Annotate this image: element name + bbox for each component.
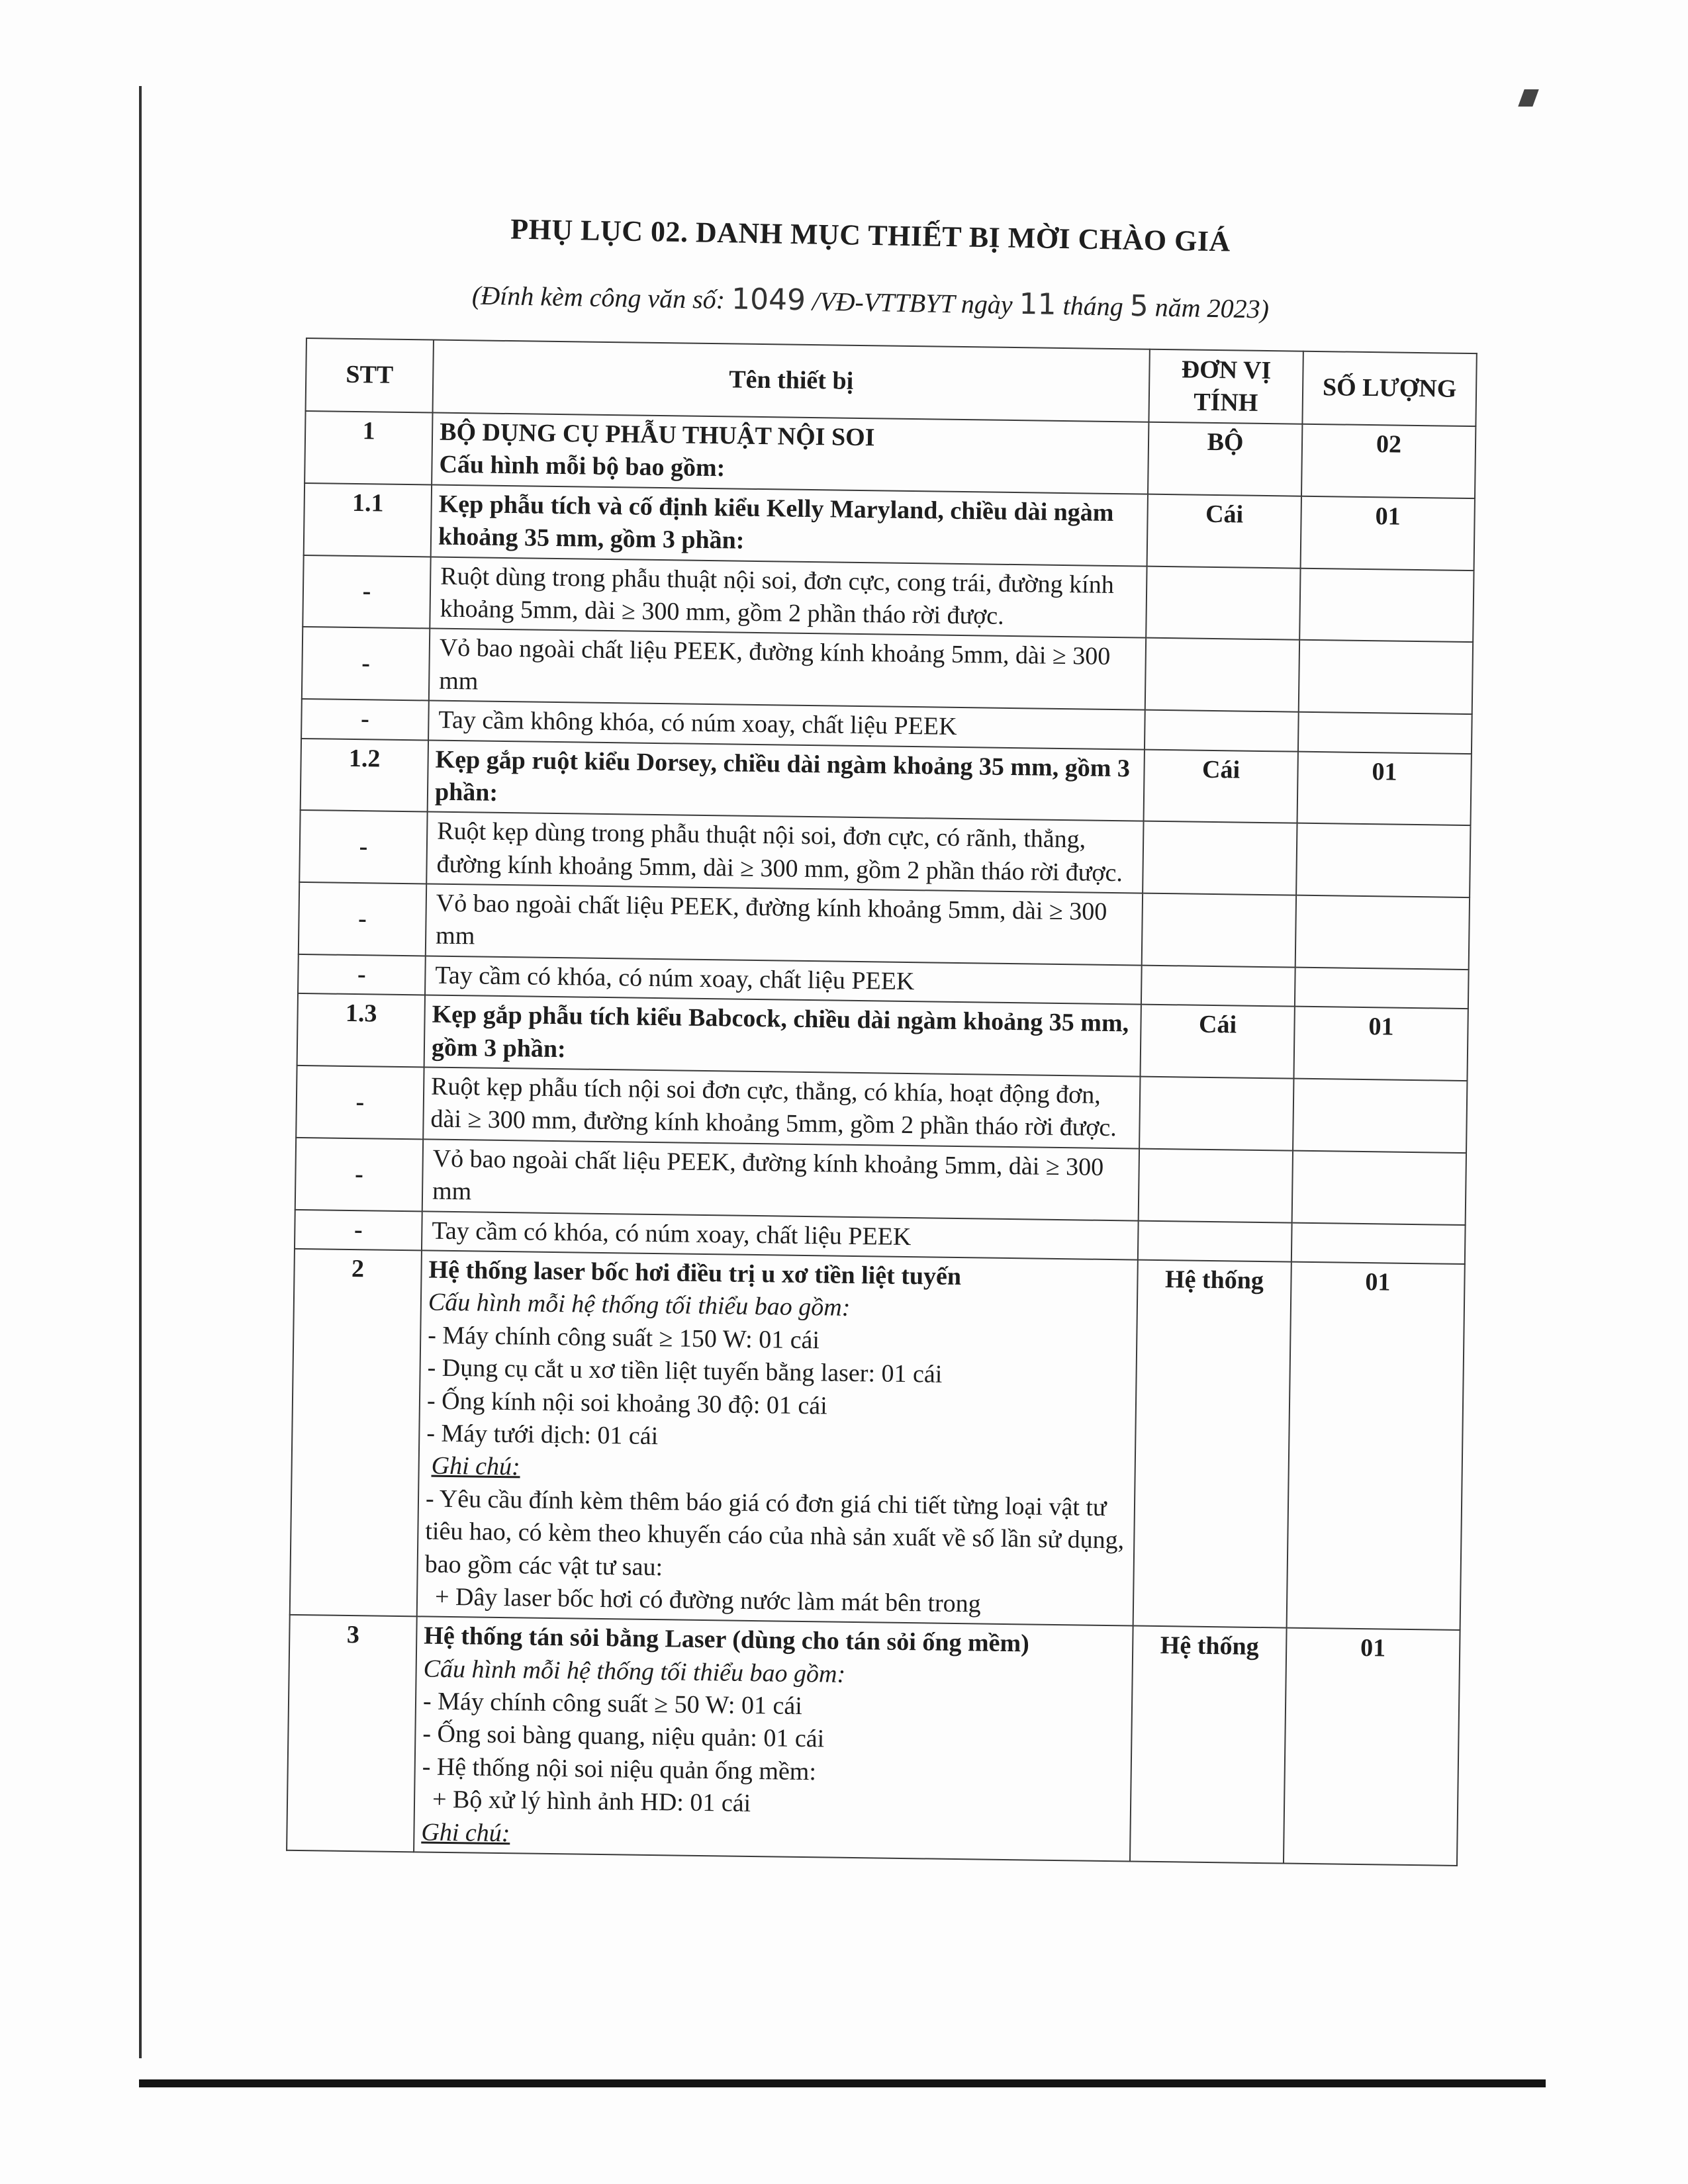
cell-unit: [1138, 1220, 1292, 1261]
cell-unit: Cái: [1140, 1005, 1294, 1079]
cell-unit: Hệ thống: [1133, 1260, 1291, 1628]
system-config: Cấu hình mỗi hệ thống tối thiểu bao gồm:: [428, 1288, 851, 1322]
cell-stt: -: [296, 1066, 424, 1139]
header-unit: ĐƠN VỊ TÍNH: [1149, 349, 1303, 424]
cell-unit: BỘ: [1148, 422, 1302, 496]
scan-edge-mark: [1518, 89, 1538, 107]
subtitle-mid1: /VĐ-VTTBYT ngày: [812, 286, 1013, 320]
cell-qty: [1296, 823, 1470, 897]
cell-qty: [1292, 1150, 1466, 1224]
subtitle-suffix: năm 2023): [1154, 292, 1270, 324]
cell-stt: -: [301, 699, 429, 740]
cell-stt: 1.1: [304, 483, 432, 557]
config-item: - Máy chính công suất ≥ 150 W: 01 cái: [428, 1321, 820, 1355]
cell-qty: 02: [1301, 424, 1476, 498]
cell-qty: [1295, 895, 1470, 970]
cell-name: Ruột kẹp dùng trong phẫu thuật nội soi, đơn cực, có rãnh, thẳng, đường kính khoảng 5mm, dài ≥ 300 mm, gồm 2 phần tháo rời được.: [426, 812, 1143, 893]
config-item: - Ống kính nội soi khoảng 30 độ: 01 cái: [426, 1387, 827, 1420]
cell-stt: 2: [290, 1249, 422, 1617]
header-name: Tên thiết bị: [433, 340, 1150, 422]
cell-stt: 1.2: [301, 738, 428, 811]
cell-unit: [1145, 710, 1299, 751]
cell-qty: [1298, 712, 1472, 754]
cell-stt: -: [298, 954, 426, 995]
cell-name: Kẹp gắp ruột kiểu Dorsey, chiều dài ngàm khoảng 35 mm, gồm 3 phần:: [428, 740, 1145, 821]
table-row: [287, 1615, 1460, 1866]
cell-unit: [1141, 965, 1295, 1006]
cell-unit: [1139, 1077, 1293, 1151]
group-config: Cấu hình mỗi bộ bao gồm:: [439, 451, 726, 482]
cell-qty: 01: [1293, 1007, 1468, 1081]
scan-edge-bottom: [139, 2079, 1546, 2087]
cell-stt: 1: [305, 411, 432, 484]
config-item: - Ống soi bàng quang, niệu quản: 01 cái: [422, 1719, 825, 1753]
cell-unit: [1142, 893, 1296, 968]
cell-qty: 01: [1301, 496, 1475, 570]
cell-unit: [1145, 638, 1299, 712]
cell-unit: Hệ thống: [1130, 1626, 1287, 1864]
handwritten-month: 5: [1129, 289, 1149, 324]
cell-name: Ruột dùng trong phẫu thuật nội soi, đơn cực, cong trái, đường kính khoảng 5mm, dài ≥ 300 mm, gồm 2 phần tháo rời được.: [430, 557, 1147, 638]
cell-stt: 3: [287, 1615, 417, 1852]
handwritten-doc-number: 1049: [731, 282, 806, 318]
cell-name: Ruột kẹp phẫu tích nội soi đơn cực, thẳng, có khía, hoạt động đơn, dài ≥ 300 mm, đường kính khoảng 5mm, gồm 2 phần tháo rời được.: [423, 1067, 1140, 1148]
scan-edge-left: [139, 86, 142, 2058]
cell-stt: -: [299, 882, 426, 956]
cell-name: Tay cầm không khóa, có núm xoay, chất liệu PEEK: [428, 701, 1145, 750]
cell-unit: [1143, 821, 1297, 895]
cell-unit: [1139, 1148, 1293, 1222]
config-item: + Bộ xử lý hình ảnh HD: 01 cái: [432, 1785, 751, 1818]
note-label: Ghi chú:: [431, 1451, 520, 1481]
cell-qty: 01: [1287, 1262, 1465, 1631]
document-title: PHỤ LỤC 02. DANH MỤC THIẾT BỊ MỜI CHÀO GIÁ: [510, 212, 1231, 258]
cell-stt: -: [303, 555, 430, 629]
cell-stt: -: [302, 627, 430, 700]
cell-unit: [1146, 566, 1300, 640]
cell-qty: [1299, 568, 1474, 642]
cell-stt: 1.3: [297, 993, 425, 1067]
config-item: - Hệ thống nội soi niệu quản ống mềm:: [422, 1752, 817, 1786]
cell-qty: [1293, 1079, 1467, 1153]
cell-name: Vỏ bao ngoài chất liệu PEEK, đường kính khoảng 5mm, dài ≥ 300 mm: [429, 629, 1146, 710]
cell-name: Tay cầm có khóa, có núm xoay, chất liệu PEEK: [425, 956, 1142, 1005]
cell-name: [417, 1250, 1138, 1625]
document-subtitle: [305, 275, 1437, 328]
subtitle-prefix: (Đính kèm công văn số:: [471, 280, 726, 315]
subtitle-mid2: tháng: [1062, 291, 1124, 322]
header-stt: STT: [306, 338, 434, 413]
config-item: - Máy chính công suất ≥ 50 W: 01 cái: [422, 1687, 803, 1721]
cell-qty: 01: [1297, 751, 1472, 825]
note-text: - Yêu cầu đính kèm thêm báo giá có đơn giá chi tiết từng loại vật tư tiêu hao, có kèm theo khuyến cáo của nhà sản xuất về số lần sử dụng, bao gồm các vật tư sau:: [424, 1484, 1125, 1581]
equipment-table-wrapper: [286, 338, 1457, 1866]
config-item: - Máy tưới dịch: 01 cái: [426, 1419, 659, 1451]
cell-name: Tay cầm có khóa, có núm xoay, chất liệu PEEK: [422, 1211, 1139, 1260]
cell-name: Vỏ bao ngoài chất liệu PEEK, đường kính khoảng 5mm, dài ≥ 300 mm: [426, 884, 1143, 966]
config-item: - Dụng cụ cắt u xơ tiền liệt tuyến bằng laser: 01 cái: [427, 1353, 943, 1388]
system-title: Hệ thống laser bốc hơi điều trị u xơ tiền liệt tuyến: [428, 1255, 962, 1291]
group-title: BỘ DỤNG CỤ PHẪU THUẬT NỘI SOI: [439, 418, 875, 452]
note-label: Ghi chú:: [421, 1818, 510, 1847]
cell-stt: -: [299, 810, 427, 884]
cell-qty: [1291, 1222, 1466, 1264]
cell-name: [414, 1617, 1133, 1862]
cell-qty: [1299, 640, 1473, 714]
cell-name: Kẹp gắp phẫu tích kiểu Babcock, chiều dài ngàm khoảng 35 mm, gồm 3 phần:: [424, 995, 1141, 1077]
cell-qty: [1295, 968, 1469, 1009]
cell-qty: 01: [1284, 1628, 1460, 1866]
cell-unit: Cái: [1144, 749, 1298, 823]
handwritten-day: 11: [1019, 287, 1057, 322]
table-row: [290, 1249, 1465, 1630]
cell-unit: Cái: [1147, 494, 1301, 568]
header-qty: SỐ LƯỢNG: [1302, 351, 1476, 426]
note-item: + Dây laser bốc hơi có đường nước làm mát bên trong: [434, 1582, 981, 1618]
system-config: Cấu hình mỗi hệ thống tối thiểu bao gồm:: [423, 1655, 846, 1688]
equipment-table: [286, 338, 1477, 1866]
cell-name: Kẹp phẫu tích và cố định kiểu Kelly Maryland, chiều dài ngàm khoảng 35 mm, gồm 3 phần:: [431, 484, 1148, 566]
cell-name: Vỏ bao ngoài chất liệu PEEK, đường kính khoảng 5mm, dài ≥ 300 mm: [422, 1139, 1139, 1220]
system-title: Hệ thống tán sỏi bằng Laser (dùng cho tán sỏi ống mềm): [424, 1621, 1030, 1658]
cell-name: [432, 413, 1149, 494]
cell-stt: -: [295, 1209, 422, 1250]
cell-stt: -: [295, 1138, 423, 1211]
